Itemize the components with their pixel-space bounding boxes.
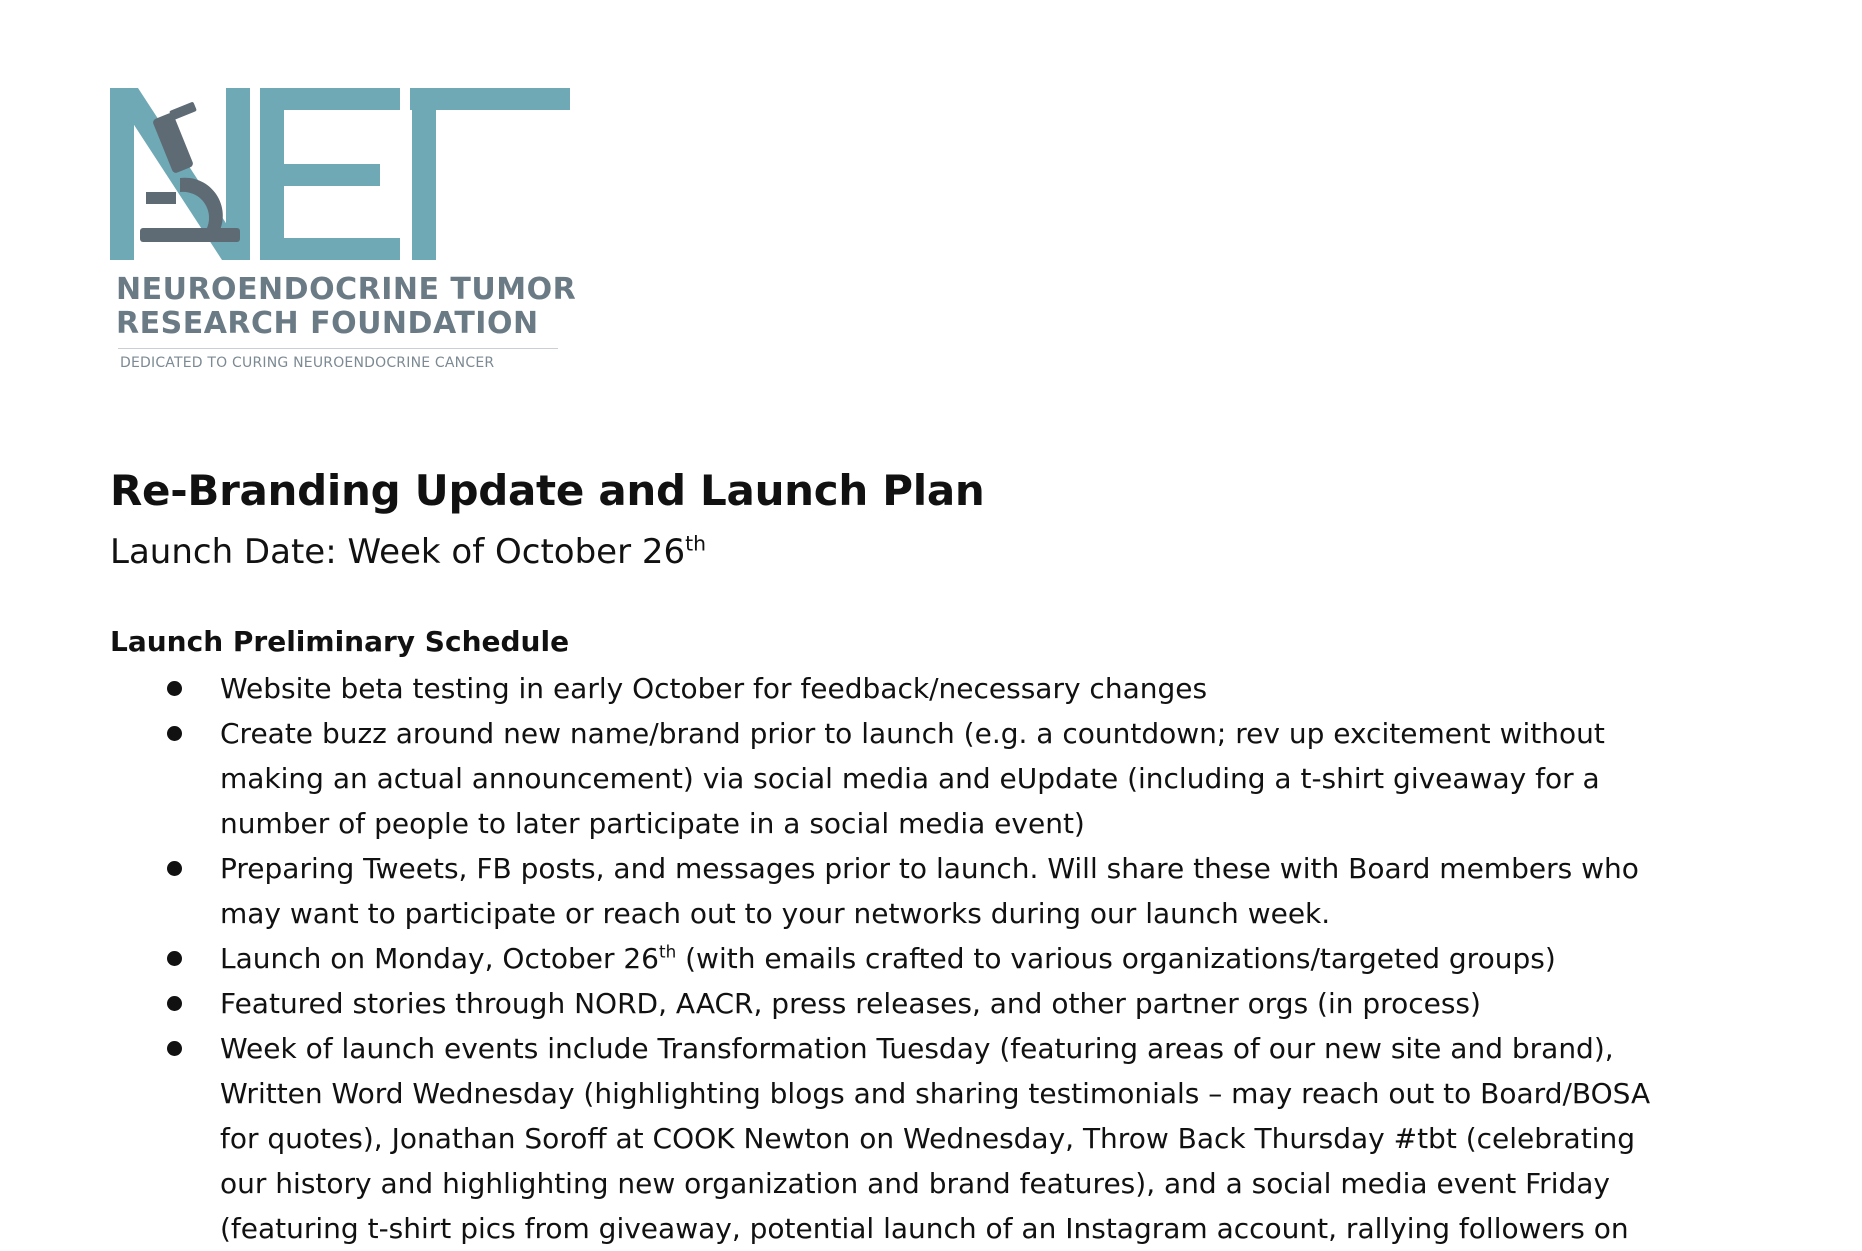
logo-divider	[118, 348, 558, 349]
launch-day-text: Launch on Monday, October 26	[220, 942, 659, 975]
list-item	[160, 1026, 1740, 1251]
bullet-icon	[167, 951, 182, 966]
list-item	[160, 846, 1740, 936]
document-title: Re-Branding Update and Launch Plan	[110, 466, 985, 515]
launch-date-suffix: th	[685, 531, 707, 556]
list-item	[160, 711, 1740, 846]
list-item-line: Week of launch events include Transformation Tuesday (featuring areas of our new site and brand),	[220, 1032, 1614, 1065]
list-item	[160, 666, 1740, 711]
launch-day-detail: (with emails crafted to various organizations/targeted groups)	[676, 942, 1556, 975]
list-item-line: making an actual announcement) via social media and eUpdate (including a t-shirt giveaway for a	[220, 762, 1600, 795]
launch-date	[110, 530, 706, 574]
list-item-line: (featuring t-shirt pics from giveaway, potential launch of an Instagram account, rallying followers on	[220, 1212, 1629, 1245]
logo-name-line-2: RESEARCH FOUNDATION	[116, 306, 539, 341]
list-item-line: number of people to later participate in a social media event)	[220, 807, 1085, 840]
list-item-line: Website beta testing in early October for feedback/necessary changes	[220, 672, 1208, 705]
list-item-line: for quotes), Jonathan Soroff at COOK Newton on Wednesday, Throw Back Thursday #tbt (celebrating	[220, 1122, 1635, 1155]
list-item	[160, 981, 1740, 1026]
list-item-line: our history and highlighting new organization and brand features), and a social media event Friday	[220, 1167, 1610, 1200]
launch-day-suffix: th	[659, 941, 677, 962]
list-item-line: may want to participate or reach out to your networks during our launch week.	[220, 897, 1331, 930]
bullet-icon	[167, 861, 182, 876]
list-item	[160, 936, 1740, 981]
net-logo-mark	[110, 80, 570, 270]
bullet-icon	[167, 1041, 182, 1056]
launch-date-text: Launch Date: Week of October 26	[110, 532, 686, 572]
bullet-icon	[167, 681, 182, 696]
list-item-line	[220, 936, 1740, 981]
list-item-line: Preparing Tweets, FB posts, and messages prior to launch. Will share these with Board members who	[220, 852, 1639, 885]
list-item-line: Create buzz around new name/brand prior to launch (e.g. a countdown; rev up excitement without	[220, 717, 1605, 750]
logo-name-line-1: NEUROENDOCRINE TUMOR	[116, 272, 577, 307]
foundation-logo	[110, 80, 577, 380]
bullet-icon	[167, 726, 182, 741]
list-item-line: Featured stories through NORD, AACR, press releases, and other partner orgs (in process)	[220, 987, 1481, 1020]
section-heading: Launch Preliminary Schedule	[110, 625, 570, 658]
list-item-line: Written Word Wednesday (highlighting blogs and sharing testimonials – may reach out to Board/BOSA	[220, 1077, 1651, 1110]
schedule-list	[160, 666, 1740, 1251]
logo-tagline: DEDICATED TO CURING NEUROENDOCRINE CANCER	[120, 355, 495, 371]
bullet-icon	[167, 996, 182, 1011]
